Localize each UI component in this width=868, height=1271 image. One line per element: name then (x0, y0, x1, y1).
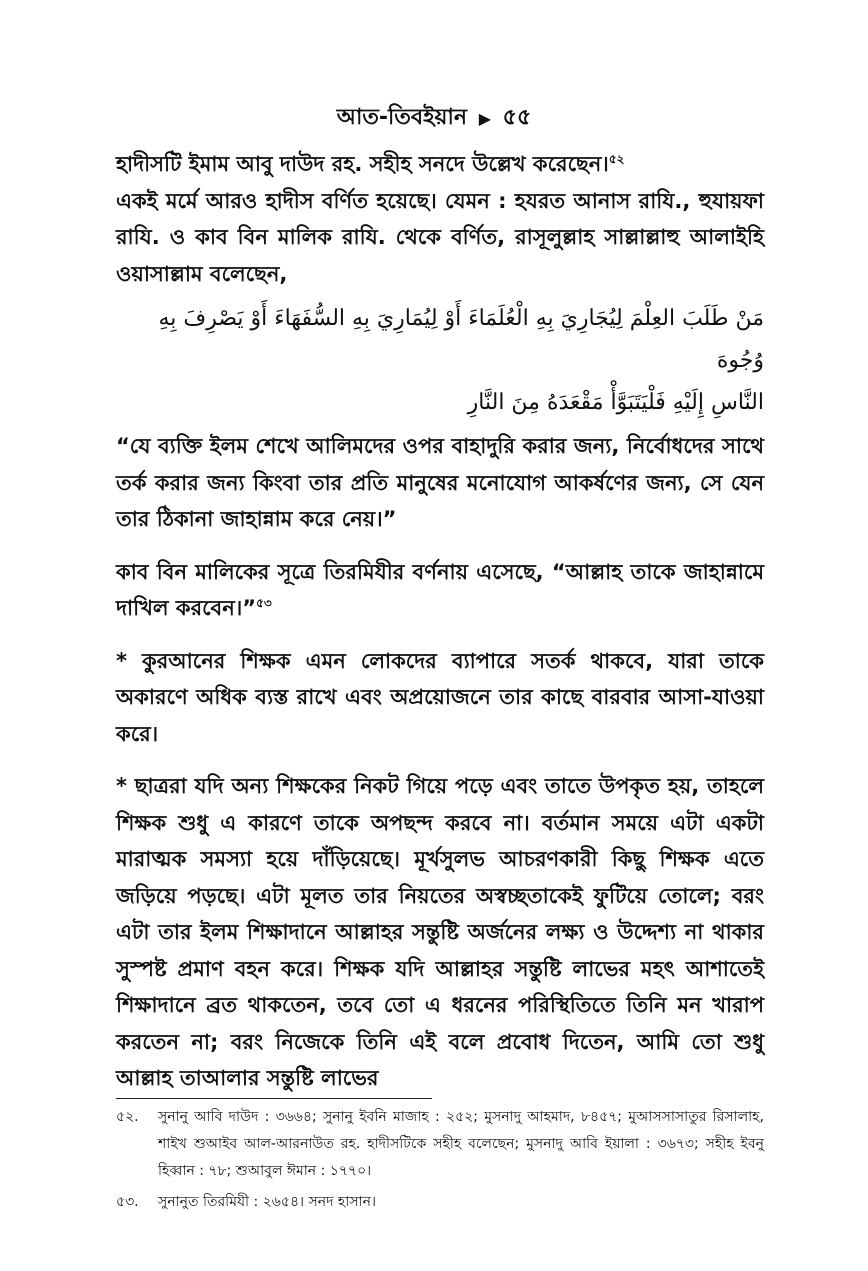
footnotes (116, 1104, 764, 1216)
footnote-text: সুনানু আবি দাউদ : ৩৬৬৪; সুনানু ইবনি মাজাহ : ২৫২; মুসনাদু আহমাদ, ৮৪৫৭; মুআসসাসাতুর রিসালাহ, শাইখ শুআইব আল-আরনাউত রহ. হাদীসটিকে সহীহ বলেছেন; মুসনাদু আবি ইয়ালা : ৩৬৭৩; সহীহ ইবনু হিব্বান : ৭৮; শুআবুল ঈমান : ১৭৭০। (158, 1109, 764, 1179)
main-text (116, 146, 764, 1097)
footnote-number: ৫৩. (116, 1194, 139, 1210)
paragraph-1 (116, 146, 764, 183)
paragraph-4-text: কাব বিন মালিকের সূত্রে তিরমিযীর বর্ণনায় এসেছে, “আল্লাহ তাকে জাহান্নামে দাখিল করবেন।” (116, 559, 764, 620)
book-title: আত-তিবইয়ান (336, 105, 468, 130)
footnote-ref-52: ৫২ (608, 152, 625, 166)
footnote-53 (116, 1189, 764, 1216)
footnote-text: সুনানুত তিরমিযী : ২৬৫৪। সনদ হাসান। (158, 1194, 376, 1210)
page-number: ৫৫ (502, 105, 532, 130)
bullet-paragraph-1: * কুরআনের শিক্ষক এমন লোকদের ব্যাপারে সতর্ক থাকবে, যারা তাকে অকারণে অধিক ব্যস্ত রাখে এবং অপ্রয়োজনে তার কাছে বারবার আসা-যাওয়া করে। (116, 648, 764, 746)
translation-paragraph: “যে ব্যক্তি ইলম শেখে আলিমদের ওপর বাহাদুরি করার জন্য, নির্বোধদের সাথে তর্ক করার জন্য কিংবা তার প্রতি মানুষের মনোযোগ আকর্ষণের জন্য, সে যেন তার ঠিকানা জাহান্নাম করে নেয়।” (116, 434, 764, 531)
arabic-line-2: النَّاسِ إِلَيْهِ فَلْيَتَبَوَّأْ مَقْعَدَهُ مِنَ النَّارِ (467, 390, 764, 415)
footnote-divider (116, 1098, 432, 1099)
running-header (0, 100, 868, 137)
paragraph-2: একই মর্মে আরও হাদীস বর্ণিত হয়েছে। যেমন : হযরত আনাস রাযি., হুযায়ফা রাযি. ও কাব বিন মালিক রাযি. থেকে বর্ণিত, রাসূলুল্লাহ সাল্লাল্লাহু আলাইহি ওয়াসাল্লাম বলেছেন, (116, 188, 764, 286)
paragraph-4 (116, 554, 764, 627)
footnote-52 (116, 1104, 764, 1185)
arabic-hadith (116, 298, 764, 424)
bullet-paragraph-2: * ছাত্ররা যদি অন্য শিক্ষকের নিকট গিয়ে পড়ে এবং তাতে উপকৃত হয়, তাহলে শিক্ষক শুধু এ কারণে তাকে অপছন্দ করবে না। বর্তমান সময়ে এটা একটা মারাত্মক সমস্যা হয়ে দাঁড়িয়েছে। মূর্খসুলভ আচরণকারী কিছু শিক্ষক এতে জড়িয়ে পড়ছে। এটা মূলত তার নিয়তের অস্বচ্ছতাকেই ফুটিয়ে তোলে; বরং এটা তার ইলম শিক্ষাদানে আল্লাহর সন্তুষ্টি অর্জনের লক্ষ্য ও উদ্দেশ্য না থাকার সুস্পষ্ট প্রমাণ বহন করে। শিক্ষক যদি আল্লাহর সন্তুষ্টি লাভের মহৎ আশাতেই শিক্ষাদানে ব্রত থাকতেন, তবে তো এ ধরনের পরিস্থিতিতে তিনি মন খারাপ করতেন না; বরং নিজেকে তিনি এই বলে প্রবোধ দিতেন, আমি তো শুধু আল্লাহ তাআলার সন্তুষ্টি লাভের (116, 774, 764, 1090)
play-arrow-icon: ▶ (478, 109, 491, 128)
footnote-ref-53: ৫৩ (256, 596, 272, 610)
footnote-number: ৫২. (116, 1109, 139, 1125)
paragraph-1-text: হাদীসটি ইমাম আবু দাউদ রহ. সহীহ সনদে উল্লেখ করেছেন। (116, 152, 609, 176)
arabic-line-1: مَنْ طَلَبَ العِلْمَ لِيُجَارِيَ بِهِ الْعُلَمَاءَ أَوْ لِيُمَارِيَ بِهِ السُّفَهَاءَ أَوْ يَصْرِفَ بِهِ وُجُوهَ (158, 306, 764, 373)
